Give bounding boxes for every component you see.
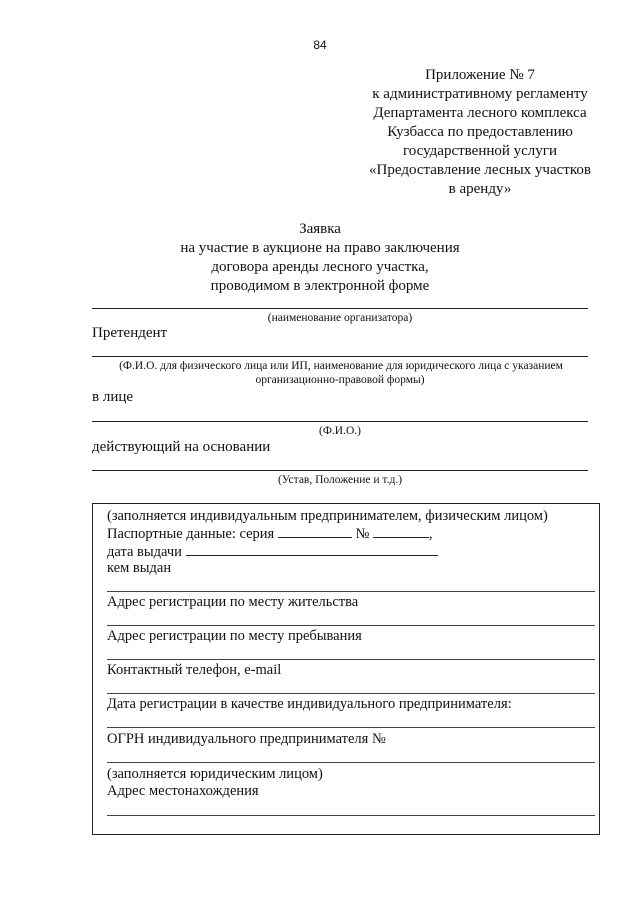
applicant-field[interactable] xyxy=(92,356,588,357)
appendix-line: Приложение № 7 xyxy=(425,67,535,83)
passport-no-label: № xyxy=(355,526,370,542)
contacts-label: Контактный телефон, e-mail xyxy=(107,662,282,678)
reg-address-label: Адрес регистрации по месту жительства xyxy=(107,594,359,610)
appendix-line: государственной услуги xyxy=(403,143,557,159)
applicant-details-box xyxy=(92,503,600,835)
basis-field[interactable] xyxy=(92,470,588,471)
passport-comma: , xyxy=(428,526,433,542)
location-field[interactable] xyxy=(107,815,595,816)
organizer-field[interactable] xyxy=(92,308,588,309)
issue-date-label: дата выдачи xyxy=(107,544,182,560)
appendix-line: «Предоставление лесных участков xyxy=(369,162,591,178)
organizer-caption: (наименование организатора) xyxy=(267,312,413,324)
ip-reg-date-label: Дата регистрации в качестве индивидуального предпринимателя: xyxy=(107,696,512,712)
title-line: на участие в аукционе на право заключения xyxy=(180,240,460,256)
applicant-caption-1: (Ф.И.О. для физического лица или ИП, наименование для юридического лица с указанием xyxy=(119,360,563,372)
person-caption: (Ф.И.О.) xyxy=(319,425,361,437)
legal-note: (заполняется юридическим лицом) xyxy=(107,766,323,782)
document-title xyxy=(140,220,500,296)
appendix-line: Кузбасса по предоставлению xyxy=(387,124,573,140)
title-line: договора аренды лесного участка, xyxy=(211,259,429,275)
issued-by-label: кем выдан xyxy=(107,560,172,576)
appendix-header xyxy=(340,66,620,199)
ip-reg-date-field[interactable] xyxy=(107,727,595,728)
contacts-field[interactable] xyxy=(107,693,595,694)
passport-label: Паспортные данные: серия xyxy=(107,526,275,542)
ogrn-field[interactable] xyxy=(107,762,595,763)
applicant-caption-2: организационно-правовой формы) xyxy=(255,374,425,386)
stay-address-label: Адрес регистрации по месту пребывания xyxy=(107,628,362,644)
appendix-line: Департамента лесного комплекса xyxy=(373,105,587,121)
title-line: проводимом в электронной форме xyxy=(210,278,430,294)
appendix-line: в аренду» xyxy=(448,181,512,197)
reg-address-field[interactable] xyxy=(107,625,595,626)
person-field[interactable] xyxy=(92,421,588,422)
page-number: 84 xyxy=(313,38,327,52)
basis-label: действующий на основании xyxy=(92,439,271,455)
stay-address-field[interactable] xyxy=(107,659,595,660)
passport-row xyxy=(107,525,433,543)
issued-by-field[interactable] xyxy=(107,591,595,592)
issue-date-row xyxy=(107,543,438,561)
ogrn-label: ОГРН индивидуального предпринимателя № xyxy=(107,731,386,747)
basis-caption: (Устав, Положение и т.д.) xyxy=(277,474,403,486)
applicant-label: Претендент xyxy=(92,325,168,341)
passport-series-field[interactable] xyxy=(278,525,352,538)
title-line: Заявка xyxy=(299,221,341,237)
passport-number-field[interactable] xyxy=(373,525,429,538)
individual-note: (заполняется индивидуальным предпринимателем, физическим лицом) xyxy=(107,508,548,524)
person-label: в лице xyxy=(92,389,134,405)
appendix-line: к административному регламенту xyxy=(372,86,588,102)
issue-date-field[interactable] xyxy=(186,543,438,556)
location-label: Адрес местонахождения xyxy=(107,783,259,799)
